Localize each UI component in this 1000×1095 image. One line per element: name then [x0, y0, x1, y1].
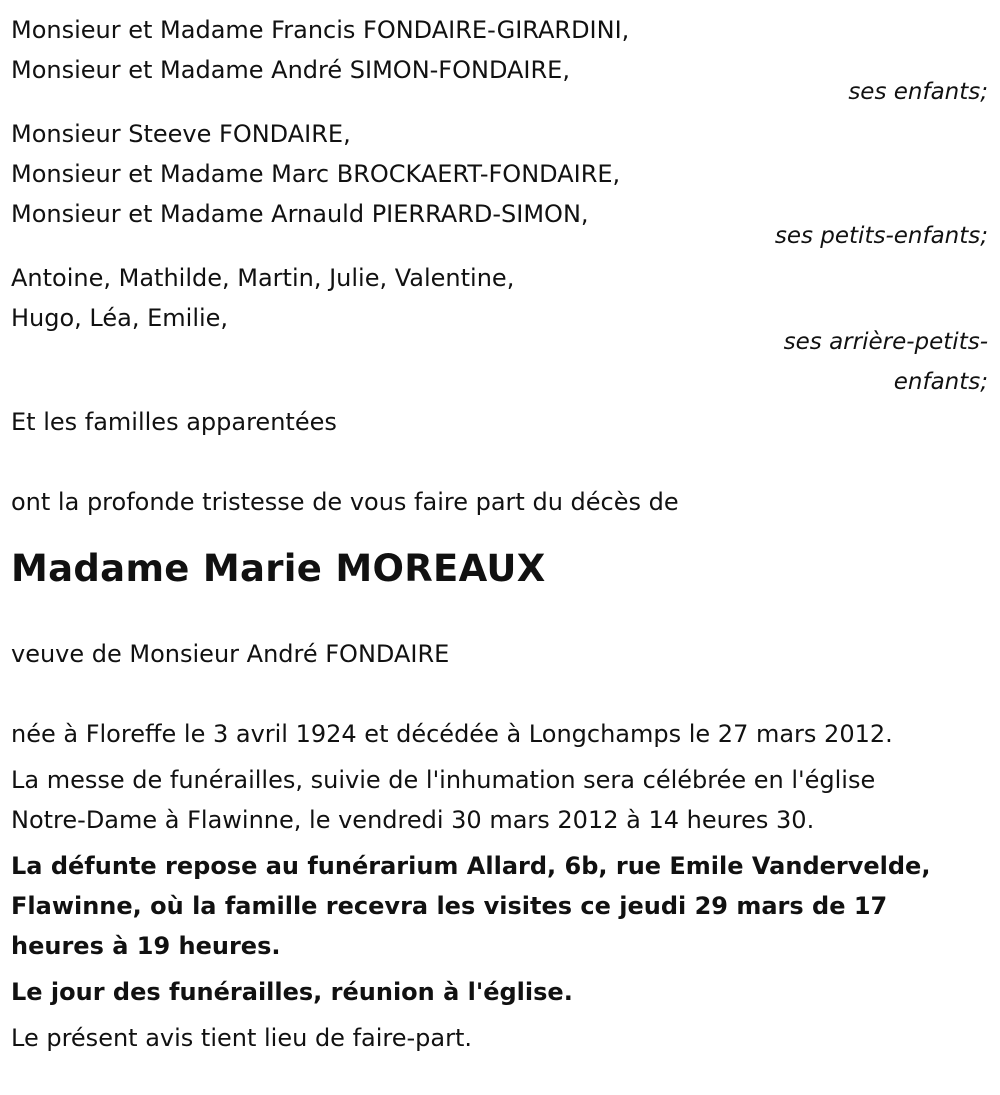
grandchildren-line-2: Monsieur et Madame Marc BROCKAERT-FONDAIRE, [11, 160, 621, 188]
children-group [11, 10, 990, 112]
spacer [11, 522, 990, 544]
birth-death-line: née à Floreffe le 3 avril 1924 et décédée à Longchamps le 27 mars 2012. [11, 720, 893, 748]
great-grandchildren-line-1: Antoine, Mathilde, Martin, Julie, Valentine, [11, 264, 515, 292]
children-relation: ses enfants; [848, 79, 988, 105]
funerarium-line-3: heures à 19 heures. [11, 932, 281, 960]
grandchildren-group [11, 114, 990, 256]
funeral-mass-line-2: Notre-Dame à Flawinne, le vendredi 30 mars 2012 à 14 heures 30. [11, 806, 815, 834]
grandchildren-line-1: Monsieur Steeve FONDAIRE, [11, 120, 351, 148]
notice-line: Le présent avis tient lieu de faire-part. [11, 1024, 473, 1052]
children-line-2: Monsieur et Madame André SIMON-FONDAIRE, [11, 56, 570, 84]
spacer [11, 674, 990, 714]
funerarium-paragraph [11, 846, 990, 966]
funeral-mass-paragraph [11, 760, 990, 840]
announcement-line: ont la profonde tristesse de vous faire part du décès de [11, 488, 679, 516]
grandchildren-relation: ses petits-enfants; [774, 223, 988, 249]
funeral-mass-line-1: La messe de funérailles, suivie de l'inhumation sera célébrée en l'église [11, 766, 876, 794]
families-line: Et les familles apparentées [11, 408, 337, 436]
funerarium-line-1: La défunte repose au funérarium Allard, 6b, rue Emile Vandervelde, [11, 852, 931, 880]
deceased-name: Madame Marie MOREAUX [11, 547, 546, 590]
grandchildren-line-3: Monsieur et Madame Arnauld PIERRARD-SIMON, [11, 200, 589, 228]
funerarium-line-2: Flawinne, où la famille recevra les visites ce jeudi 29 mars de 17 [11, 892, 888, 920]
spacer [11, 594, 990, 634]
spacer [11, 442, 990, 482]
great-grandchildren-relation-line-2: enfants; [893, 369, 988, 395]
church-meeting-line: Le jour des funérailles, réunion à l'église. [11, 978, 573, 1006]
widow-of-line: veuve de Monsieur André FONDAIRE [11, 640, 450, 668]
children-line-1: Monsieur et Madame Francis FONDAIRE-GIRARDINI, [11, 16, 630, 44]
great-grandchildren-group [11, 258, 990, 402]
great-grandchildren-line-2: Hugo, Léa, Emilie, [11, 304, 229, 332]
great-grandchildren-relation-line-1: ses arrière-petits- [783, 329, 988, 355]
